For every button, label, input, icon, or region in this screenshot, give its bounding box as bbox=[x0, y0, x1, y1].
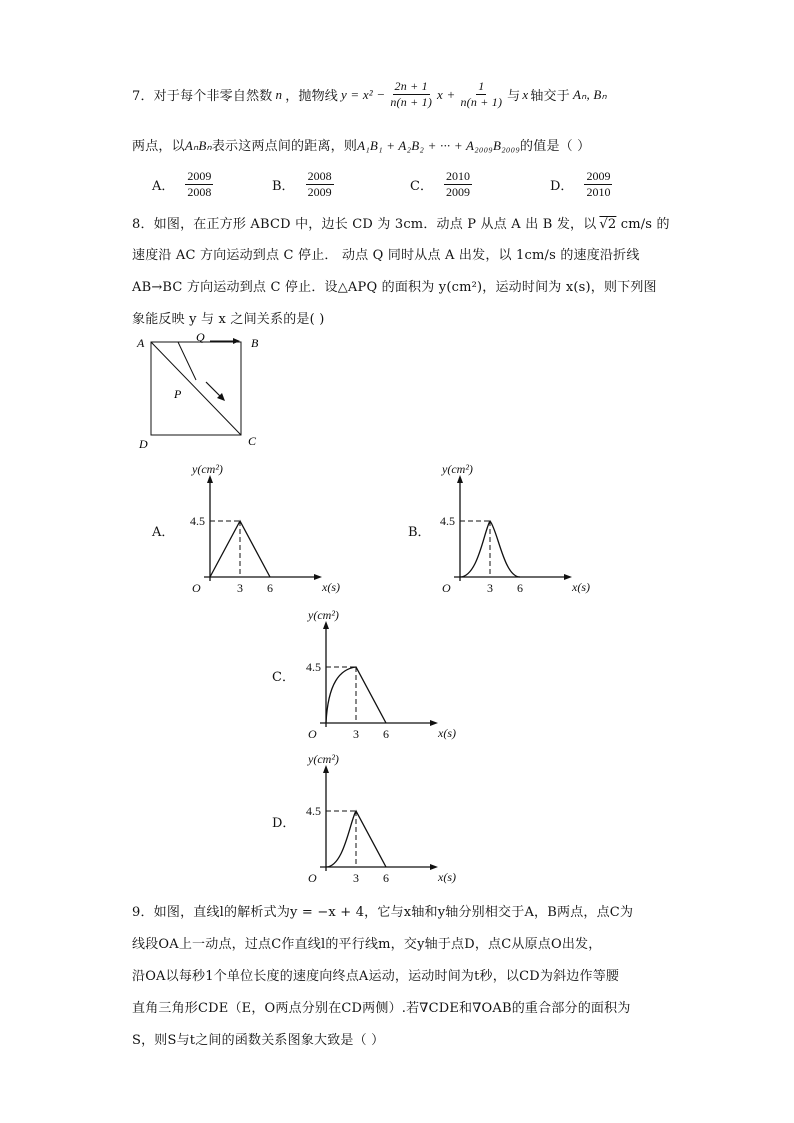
q7-option-b-num: 2008 bbox=[307, 169, 332, 183]
origin-label: O bbox=[192, 581, 201, 595]
q7-var-n: n bbox=[275, 86, 283, 102]
origin-label: O bbox=[308, 871, 317, 885]
x-tick-label: 3 bbox=[353, 727, 359, 741]
q7-option-d-num: 2009 bbox=[586, 169, 611, 183]
x-axis-arrow bbox=[430, 864, 438, 870]
q7-var-x: x bbox=[522, 86, 529, 102]
q7-mid: ，抛物线 bbox=[285, 89, 338, 104]
q8-graph-b bbox=[432, 462, 590, 597]
x-axis-label: x(s) bbox=[322, 580, 340, 594]
y-tick-label: 4.5 bbox=[190, 514, 205, 528]
x-axis-arrow bbox=[430, 720, 438, 726]
q9-line5: S，则S与t之间的函数关系图象大致是（ ） bbox=[132, 1033, 385, 1048]
q7-eq-lhs: y = x² − bbox=[341, 86, 386, 102]
q7-option-b[interactable] bbox=[272, 170, 337, 199]
y-tick-label: 4.5 bbox=[440, 514, 455, 528]
x-tick-label: 6 bbox=[383, 727, 389, 741]
q8-line4: 象能反映 y 与 x 之间关系的是( ) bbox=[132, 312, 325, 327]
q9-line3: 沿OA以每秒1个单位长度的速度向终点A运动，运动时间为t秒，以CD为斜边作等腰 bbox=[132, 969, 620, 984]
label-a: A bbox=[137, 336, 145, 350]
y-axis-arrow bbox=[323, 765, 329, 773]
q9-line1: 9．如图，直线l的解析式为y = −x + 4，它与x轴和y轴分别相交于A，B两点，点C为 bbox=[132, 905, 634, 920]
q7-tail2: 轴交于 bbox=[530, 89, 570, 104]
x-axis-arrow bbox=[564, 574, 572, 580]
q8-graph-a bbox=[182, 462, 340, 597]
q7-option-c-label: C． bbox=[410, 179, 433, 194]
x-tick-label: 3 bbox=[237, 581, 243, 595]
q7-option-c-den: 2009 bbox=[445, 185, 470, 199]
q7-line2-seg: AₙBₙ bbox=[184, 138, 212, 153]
q7-frac1 bbox=[388, 80, 434, 109]
q7-option-d[interactable] bbox=[550, 170, 615, 199]
x-axis-label: x(s) bbox=[438, 870, 456, 884]
x-axis-label: x(s) bbox=[438, 726, 456, 740]
q8-line1-a: 8．如图，在正方形 ABCD 中，边长 CD 为 3cm．动点 P 从点 A 出 B 发，以 bbox=[132, 217, 597, 232]
q7-option-c[interactable] bbox=[410, 170, 475, 199]
q7-line2-b: 表示这两点间的距离，则 bbox=[211, 139, 358, 154]
x-tick-label: 6 bbox=[267, 581, 273, 595]
y-tick-label: 4.5 bbox=[306, 804, 321, 818]
y-axis-arrow bbox=[457, 475, 463, 483]
q7-eq-x-plus: x + bbox=[437, 86, 456, 102]
q7-frac1-den: n(n + 1) bbox=[390, 95, 433, 109]
y-tick-label: 4.5 bbox=[306, 660, 321, 674]
q8-option-a-label[interactable]: A． bbox=[152, 525, 175, 540]
q7-line2 bbox=[132, 135, 590, 154]
origin-label: O bbox=[442, 581, 451, 595]
arrow-q-head bbox=[233, 338, 240, 344]
x-tick-label: 3 bbox=[353, 871, 359, 885]
y-axis-label: y(cm²) bbox=[308, 752, 339, 766]
q8-line1 bbox=[132, 213, 670, 232]
q7-option-d-label: D． bbox=[550, 179, 574, 194]
q7-frac2 bbox=[458, 80, 504, 109]
q7-option-c-num: 2010 bbox=[445, 169, 470, 183]
label-d: D bbox=[139, 437, 148, 451]
q7-number: 7． bbox=[132, 89, 154, 104]
q8-sqrt2: √2 bbox=[599, 217, 617, 232]
q7-option-a-frac bbox=[185, 170, 213, 199]
segment-qp bbox=[178, 342, 196, 380]
q7-points: Aₙ, Bₙ bbox=[572, 86, 607, 102]
label-b: B bbox=[251, 336, 259, 350]
x-tick-label: 3 bbox=[487, 581, 493, 595]
q9-line4: 直角三角形CDE（E，O两点分别在CD两侧）.若∇CDE和∇OAB的重合部分的面积为 bbox=[132, 1001, 631, 1016]
q8-line2: 速度沿 AC 方向运动到点 C 停止． 动点 Q 同时从点 A 出发，以 1cm/s 的速度沿折线 bbox=[132, 248, 640, 263]
q7-tail: 与 bbox=[507, 89, 521, 104]
q9-line2: 线段OA上一动点，过点C作直线l的平行线m，交y轴于点D，点C从原点O出发， bbox=[132, 937, 602, 952]
y-axis-label: y(cm²) bbox=[442, 462, 473, 476]
q8-option-c-label[interactable]: C． bbox=[272, 670, 295, 685]
q8-graph-c bbox=[298, 608, 456, 743]
label-p: P bbox=[174, 387, 182, 401]
y-axis-arrow bbox=[207, 475, 213, 483]
q8-option-d-label[interactable]: D． bbox=[272, 816, 296, 831]
label-q: Q bbox=[196, 330, 205, 344]
q8-option-b-label[interactable]: B． bbox=[408, 525, 431, 540]
x-axis-arrow bbox=[314, 574, 322, 580]
x-axis-label: x(s) bbox=[572, 580, 590, 594]
q7-option-b-den: 2009 bbox=[307, 185, 332, 199]
q7-option-d-frac bbox=[584, 170, 612, 199]
q7-line1 bbox=[132, 80, 607, 109]
q8-graph-d bbox=[298, 752, 456, 887]
q7-option-a[interactable] bbox=[152, 170, 216, 199]
q8-line3: AB→BC 方向运动到点 C 停止．设△APQ 的面积为 y(cm²)，运动时间为 x(s)，则下列图 bbox=[132, 280, 657, 295]
diagonal-ac bbox=[151, 342, 241, 435]
label-c: C bbox=[248, 434, 257, 448]
q7-option-b-label: B． bbox=[272, 179, 295, 194]
q7-option-c-frac bbox=[444, 170, 472, 199]
y-axis-arrow bbox=[323, 621, 329, 629]
q7-option-d-den: 2010 bbox=[586, 185, 611, 199]
q8-line1-b: cm/s 的 bbox=[616, 217, 670, 232]
q7-line2-sum: A₁B₁ + A₂B₂ + ··· + A₂₀₀₉B₂₀₀₉ bbox=[357, 138, 521, 153]
q7-option-b-frac bbox=[306, 170, 334, 199]
q7-option-a-den: 2008 bbox=[187, 185, 212, 199]
q7-option-a-label: A． bbox=[152, 179, 175, 194]
y-axis-label: y(cm²) bbox=[308, 608, 339, 622]
q7-frac1-num: 2n + 1 bbox=[394, 79, 428, 93]
q7-intro: 对于每个非零自然数 bbox=[153, 89, 273, 104]
q7-option-a-num: 2009 bbox=[187, 169, 212, 183]
origin-label: O bbox=[308, 727, 317, 741]
x-tick-label: 6 bbox=[517, 581, 523, 595]
q7-frac2-den: n(n + 1) bbox=[460, 95, 503, 109]
q7-line2-c: 的值是（ ） bbox=[520, 139, 591, 154]
q7-frac2-num: 1 bbox=[478, 79, 485, 93]
x-tick-label: 6 bbox=[383, 871, 389, 885]
square-figure bbox=[130, 330, 270, 450]
y-axis-label: y(cm²) bbox=[192, 462, 223, 476]
q7-line2-a: 两点，以 bbox=[132, 139, 185, 154]
